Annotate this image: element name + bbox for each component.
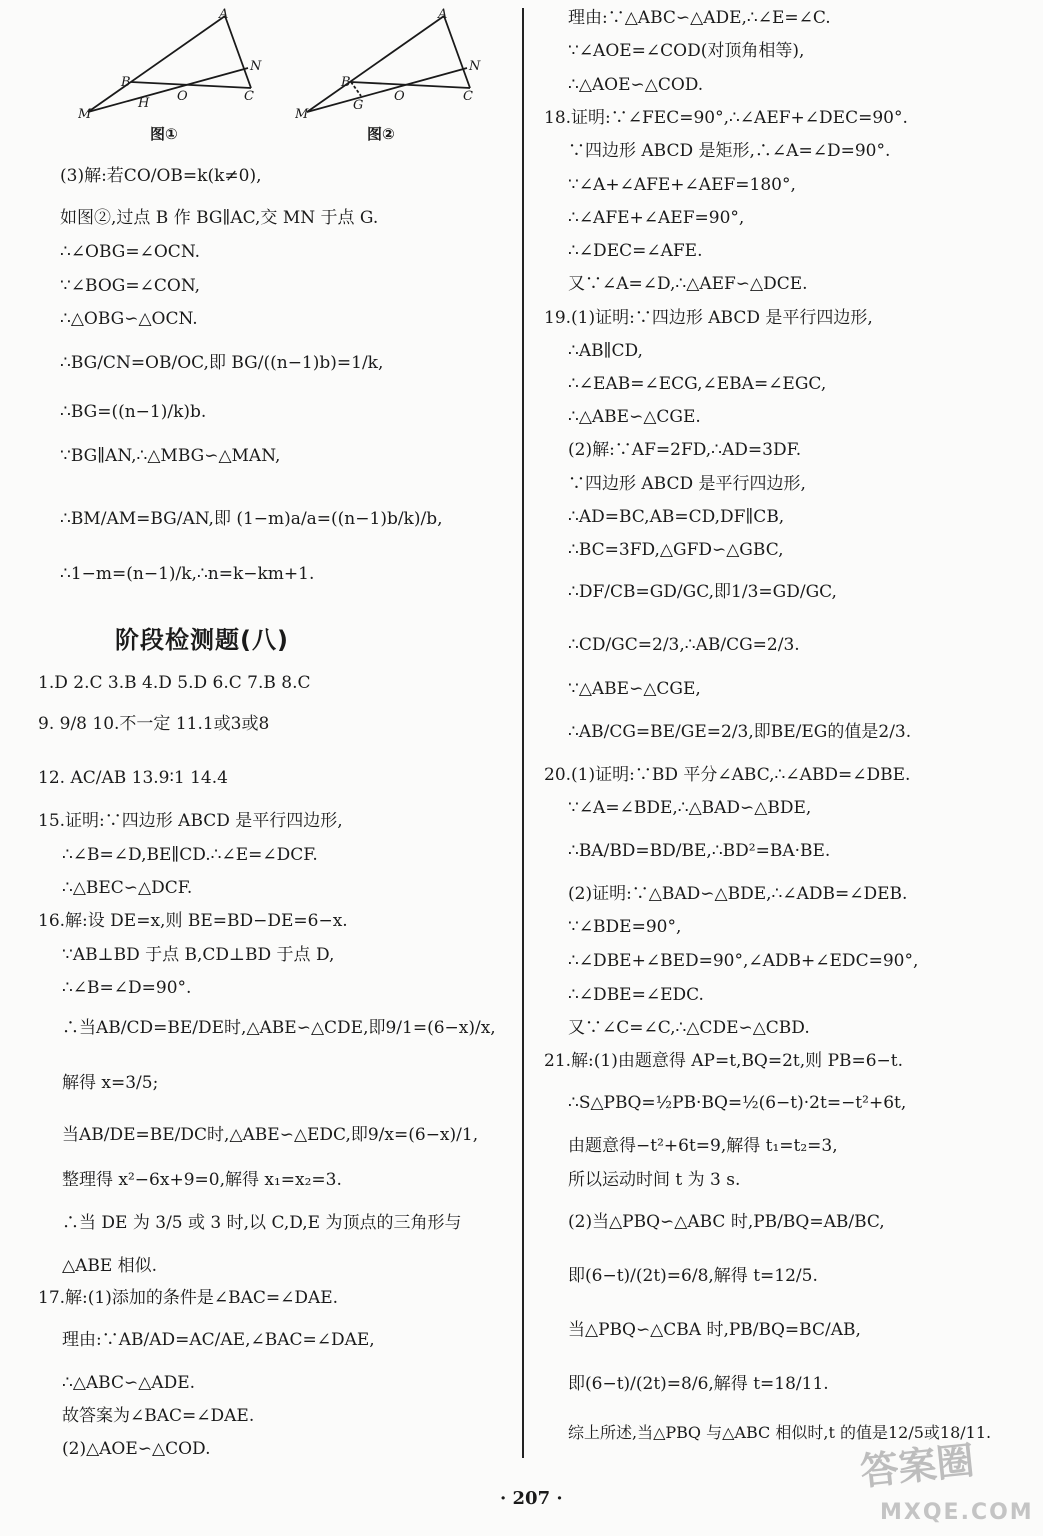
answer-line: 16.解:设 DE=x,则 BE=BD−DE=6−x. [38, 911, 348, 931]
answer-line: (2)△AOE∽△COD. [62, 1439, 211, 1459]
figure-1 [78, 8, 268, 120]
right-line: ∴BC=3FD,△GFD∽△GBC, [568, 540, 784, 560]
fig2-label-o: O [394, 89, 405, 104]
right-line: ∴DF/CB=GD/GC,即1/3=GD/GC, [568, 582, 837, 602]
left-line: ∴△OBG∽△OCN. [60, 309, 198, 329]
answer-line: ∴∠B=∠D=90°. [62, 978, 192, 998]
right-line: ∴△AOE∽△COD. [568, 75, 704, 95]
right-line: 当△PBQ∽△CBA 时,PB/BQ=BC/AB, [568, 1320, 861, 1340]
answer-line: 整理得 x²−6x+9=0,解得 x₁=x₂=3. [62, 1170, 342, 1190]
right-line: ∴∠EAB=∠ECG,∠EBA=∠EGC, [568, 374, 827, 394]
right-line: (2)证明:∵△BAD∽△BDE,∴∠ADB=∠DEB. [568, 884, 908, 904]
left-line: ∴∠OBG=∠OCN. [60, 242, 201, 262]
answer-line: 故答案为∠BAC=∠DAE. [62, 1406, 255, 1426]
answer-line: 17.解:(1)添加的条件是∠BAC=∠DAE. [38, 1288, 339, 1308]
answer-line: ∴∠B=∠D,BE∥CD.∴∠E=∠DCF. [62, 845, 318, 865]
fig2-label-m: M [295, 107, 309, 120]
right-line: 即(6−t)/(2t)=6/8,解得 t=12/5. [568, 1266, 818, 1286]
answer-line: ∵AB⊥BD 于点 B,CD⊥BD 于点 D, [62, 945, 335, 965]
right-line: ∴BA/BD=BD/BE,∴BD²=BA·BE. [568, 841, 831, 861]
left-line: ∴1−m=(n−1)/k,∴n=k−km+1. [60, 564, 315, 584]
answer-line: 1.D 2.C 3.B 4.D 5.D 6.C 7.B 8.C [38, 673, 311, 693]
left-line: (3)解:若CO/OB=k(k≠0), [60, 166, 262, 186]
right-line: ∵∠AOE=∠COD(对顶角相等), [568, 41, 805, 61]
right-line: (2)当△PBQ∽△ABC 时,PB/BQ=AB/BC, [568, 1212, 885, 1232]
answer-line: ∴当AB/CD=BE/DE时,△ABE∽△CDE,即9/1=(6−x)/x, [62, 1018, 496, 1038]
right-line: ∵∠A=∠BDE,∴△BAD∽△BDE, [568, 798, 812, 818]
answer-line: △ABE 相似. [62, 1256, 158, 1276]
right-line: ∴AB/CG=BE/GE=2/3,即BE/EG的值是2/3. [568, 722, 912, 742]
right-line: ∵四边形 ABCD 是平行四边形, [568, 474, 806, 494]
right-line: 又∵∠C=∠C,∴△CDE∽△CBD. [568, 1018, 810, 1038]
right-line: 20.(1)证明:∵BD 平分∠ABC,∴∠ABD=∠DBE. [544, 765, 911, 785]
right-line: 由题意得−t²+6t=9,解得 t₁=t₂=3, [568, 1136, 838, 1156]
left-line: 如图②,过点 B 作 BG∥AC,交 MN 于点 G. [60, 208, 379, 228]
right-line: 18.证明:∵∠FEC=90°,∴∠AEF+∠DEC=90°. [544, 108, 908, 128]
fig2-label-g: G [353, 98, 364, 113]
answer-line: 15.证明:∵四边形 ABCD 是平行四边形, [38, 811, 343, 831]
left-line: ∴BG/CN=OB/OC,即 BG/((n−1)b)=1/k, [60, 353, 384, 373]
right-line: ∴S△PBQ=½PB·BQ=½(6−t)·2t=−t²+6t, [568, 1093, 907, 1113]
right-line: ∴∠DEC=∠AFE. [568, 241, 703, 261]
watermark-logo: 答案圈 [858, 1438, 977, 1494]
answer-line: ∴当 DE 为 3/5 或 3 时,以 C,D,E 为顶点的三角形与 [62, 1213, 462, 1233]
answer-line: 12. AC/AB 13.9∶1 14.4 [38, 768, 228, 788]
right-line: ∴AD=BC,AB=CD,DF∥CB, [568, 507, 785, 527]
figure-1-caption: 图① [150, 125, 178, 143]
fig2-label-c: C [463, 89, 473, 104]
fig2-label-a: A [438, 8, 448, 22]
answer-line: 解得 x=3/5; [62, 1073, 159, 1093]
answer-line: ∴△ABC∽△ADE. [62, 1373, 196, 1393]
left-line: ∵∠BOG=∠CON, [60, 276, 201, 296]
fig1-label-a: A [219, 8, 229, 22]
right-line: ∴∠AFE+∠AEF=90°, [568, 208, 745, 228]
right-line: ∵∠A+∠AFE+∠AEF=180°, [568, 175, 796, 195]
right-line: ∴△ABE∽△CGE. [568, 407, 701, 427]
fig1-label-n: N [250, 59, 262, 74]
right-line: 21.解:(1)由题意得 AP=t,BQ=2t,则 PB=6−t. [544, 1051, 904, 1071]
section-title: 阶段检测题(八) [115, 626, 289, 654]
right-line: ∴AB∥CD, [568, 341, 643, 361]
answer-line: 当AB/DE=BE/DC时,△ABE∽△EDC,即9/x=(6−x)/1, [62, 1125, 479, 1145]
fig1-label-b: B [121, 75, 131, 90]
fig1-label-c: C [244, 89, 254, 104]
left-line: ∵BG∥AN,∴△MBG∽△MAN, [60, 446, 281, 466]
right-line: 综上所述,当△PBQ 与△ABC 相似时,t 的值是12/5或18/11. [568, 1423, 992, 1442]
right-line: 19.(1)证明:∵四边形 ABCD 是平行四边形, [544, 308, 873, 328]
page-number: · 207 · [500, 1488, 563, 1509]
fig2-label-b: B [341, 75, 351, 90]
left-line: ∴BM/AM=BG/AN,即 (1−m)a/a=((n−1)b/k)/b, [60, 509, 443, 529]
answer-line: 理由:∵AB/AD=AC/AE,∠BAC=∠DAE, [62, 1330, 375, 1350]
figure-2-caption: 图② [367, 125, 395, 143]
right-line: (2)解:∵AF=2FD,∴AD=3DF. [568, 440, 802, 460]
watermark-url: MXQE.COM [880, 1500, 1034, 1525]
right-line: ∵△ABE∽△CGE, [568, 679, 701, 699]
right-line: ∴∠DBE=∠EDC. [568, 985, 704, 1005]
figure-2 [295, 8, 485, 120]
answer-line: ∴△BEC∽△DCF. [62, 878, 193, 898]
fig2-label-n: N [469, 59, 481, 74]
fig1-label-m: M [78, 107, 92, 120]
column-divider [522, 8, 524, 1458]
fig1-label-o: O [177, 89, 188, 104]
right-line: ∴CD/GC=2/3,∴AB/CG=2/3. [568, 635, 800, 655]
right-line: 即(6−t)/(2t)=8/6,解得 t=18/11. [568, 1374, 829, 1394]
fig1-label-h: H [138, 96, 150, 111]
right-line: 所以运动时间 t 为 3 s. [568, 1170, 741, 1190]
right-line: 又∵∠A=∠D,∴△AEF∽△DCE. [568, 274, 808, 294]
left-line: ∴BG=((n−1)/k)b. [60, 402, 207, 422]
answer-line: 9. 9/8 10.不一定 11.1或3或8 [38, 714, 270, 734]
right-line: ∵四边形 ABCD 是矩形,∴∠A=∠D=90°. [568, 141, 891, 161]
right-line: ∵∠BDE=90°, [568, 917, 682, 937]
right-line: ∴∠DBE+∠BED=90°,∠ADB+∠EDC=90°, [568, 951, 919, 971]
right-line: 理由:∵△ABC∽△ADE,∴∠E=∠C. [568, 8, 831, 28]
